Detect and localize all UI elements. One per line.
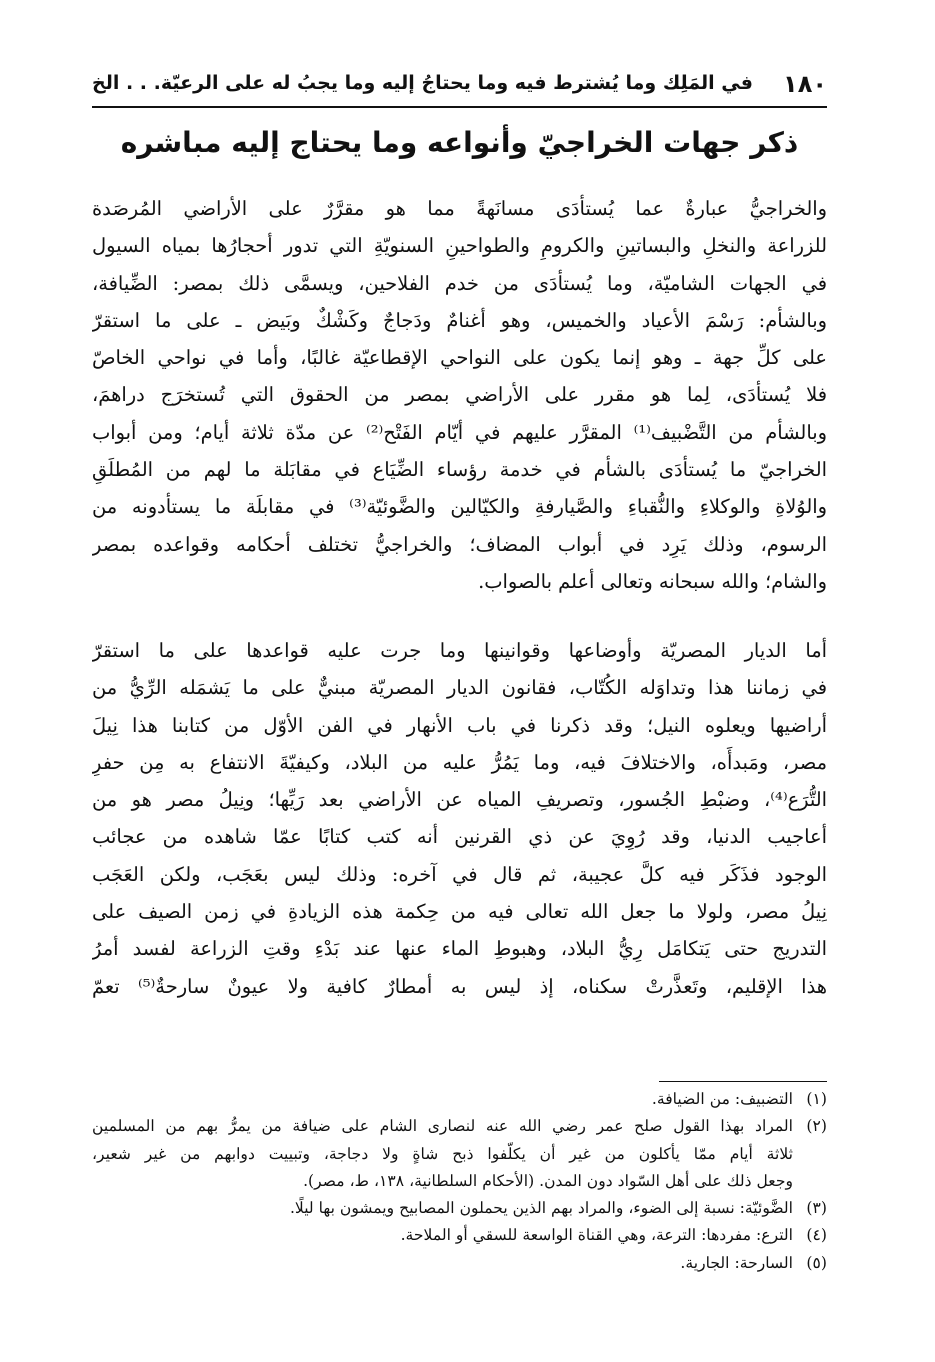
footnotes bbox=[92, 1086, 827, 1277]
paragraph-2 bbox=[92, 632, 827, 1005]
footnote-line: المراد بهذا القول صلح عمر رضي الله عنه لنصارى الشام على ضيافة من يمرُّ بهم من المسلمين bbox=[92, 1117, 793, 1136]
footnote-3 bbox=[92, 1195, 827, 1222]
footnote-line: السارحة: الجارية. bbox=[680, 1253, 793, 1272]
footnote-5 bbox=[92, 1250, 827, 1277]
footnote-number: (٥) bbox=[806, 1253, 827, 1272]
text-line: أعاجيب الدنيا، وقد رُوِيَ عن ذي القرنين أنه كتب كتابًا عمّا شاهده من عجائب bbox=[92, 825, 827, 849]
footnote-rule bbox=[659, 1081, 827, 1082]
text-line: على كلِّ جهة ـ وهو إنما يكون على النواحي الإقطاعيّة غالبًا، وأما في نواحي الخاصّ bbox=[92, 346, 827, 370]
text-line: في الجهات الشاميّة، وما يُستأدَى من خدم الفلاحين، ويسمَّى ذلك بمصر: الضِّيافة، bbox=[92, 271, 827, 295]
text-line: وبالشأم: رَسْمَ الأعياد والخميس، وهو أغنامٌ ودَجاجٌ وكَشْكٌ وبَيض ـ على ما استقرّ bbox=[92, 308, 827, 332]
page-header bbox=[92, 62, 827, 106]
text-line: مصر، ومَبدأَه، والاختلافَ فيه، وما يَمُرُّ عليه من البلاد، وكيفيّةَ الانتفاع به مِن حفرِ bbox=[92, 750, 827, 774]
text-line: الوجود فذَكَر فيه كلَّ عجيبة، ثم قال في آخره: وذلك ليس بعَجَب، ولكن العَجَب bbox=[92, 862, 827, 886]
footnote-1 bbox=[92, 1086, 827, 1113]
text-line: أراضيها ويعلوه النيل؛ وقد ذكرنا في باب الأنهار في الفن الأوّل من كتابنا هذا نِيلَ bbox=[92, 713, 827, 737]
paragraph-1 bbox=[92, 190, 827, 600]
text-line: والشام؛ والله سبحانه وتعالى أعلم بالصواب. bbox=[478, 569, 827, 593]
header-rule bbox=[92, 106, 827, 108]
text-line: هذا الإقليم، وتَعذَّرتْ سكناه، إذ ليس به أمطارٌ كافية ولا عيونٌ سارحةٌ⁽⁵⁾ تعمّ bbox=[92, 974, 827, 998]
text-line: والخراجيُّ عبارةٌ عما يُستأدَى مسانَهةً مما هو مقرَّرٌ على الأراضي المُرصَدة bbox=[92, 197, 827, 220]
page-number: ١٨٠ bbox=[783, 70, 827, 98]
footnote-line: التضبيف: من الضيافة. bbox=[651, 1090, 793, 1108]
footnote-number: (٢) bbox=[806, 1117, 827, 1136]
text-line: التُّرَع⁽⁴⁾، وضبْطِ الجُسور، وتصريفِ المياه عن الأراضي بعد رَيِّها؛ ونِيلُ مصر هو من bbox=[92, 788, 827, 812]
footnote-number: (١) bbox=[806, 1090, 827, 1108]
footnote-number: (٣) bbox=[806, 1199, 827, 1218]
footnote-line: الضَّوئيّة: نسبة إلى الضوء، والمراد بهم الذين يحملون المصابيح ويمشون بها ليلًا. bbox=[289, 1199, 793, 1218]
text-line: نِيلُ مصر، ولولا ما جعل الله تعالى فيه من حِكمة هذه الزيادةِ في زمن الصيف على bbox=[92, 900, 827, 924]
text-line: الرسوم، وذلك يَرِد في أبواب المضاف؛ والخراجيُّ تختلف أحكامه وقواعده بمصر bbox=[92, 532, 827, 556]
footnote-number: (٤) bbox=[806, 1226, 827, 1245]
text-line: أما الديار المصريّة وأوضاعها وقوانينها وما جرت عليه قواعدها على ما استقرّ bbox=[92, 639, 827, 662]
running-title: في المَلِك وما يُشترط فيه وما يحتاجُ إليه وما يجبُ له على الرعيّة. . . الخ bbox=[92, 72, 753, 94]
text-line: للزراعة والنخلِ والبساتينِ والكرومِ والطواحينِ السنويّةِ التي تدور أحجارُها بمياه السيول bbox=[92, 234, 827, 258]
footnote-line: وجعل ذلك على أهل السّواد دون المدن. (الأحكام السلطانية، ١٣٨، ط، مصر). bbox=[303, 1171, 793, 1190]
text-line: والوُلاةِ والوكلاءِ والنُّقباءِ والصَّيارفةِ والكيّالين والضَّوئيّة⁽³⁾ في مقابلَة ما يستأدونه من bbox=[92, 495, 827, 519]
text-line: فلا يُستأدَى، لِما هو مقرر على الأراضي بمصر من الحقوق التي تُستخرَج دراهمَ، bbox=[92, 383, 827, 407]
footnote-2 bbox=[92, 1113, 827, 1195]
text-line: في زماننا هذا وتداوَله الكُتّاب، فقانون الديار المصريّة مبنيٌّ على ما يَشمَله الرِّيُّ من bbox=[92, 676, 827, 700]
text-line: وبالشأم من التَّضْبيف⁽¹⁾ المقرَّر عليهم في أيّام الفَتْح⁽²⁾ عن مدّة ثلاثة أيام؛ ومن أبواب bbox=[92, 420, 827, 444]
footnote-line: ثلاثة أيام ممّا يأكلون من غير أن يكلّفوا ذبح شاةٍ ولا دجاجة، وتبييت دوابهم من غير شعير، bbox=[92, 1144, 793, 1163]
footnote-4 bbox=[92, 1222, 827, 1249]
footnote-line: الترع: مفردها: الترعة، وهي القناة الواسعة للسقي أو الملاحة. bbox=[400, 1226, 793, 1245]
text-line: التدريج حتى يَتكامَل رِيُّ البلاد، وهبوطِ الماء عنها عند بَدْءِ وقتِ الزراعة لفسد أمرُ bbox=[92, 937, 827, 961]
section-title: ذكر جهات الخراجيّ وأنواعه وما يحتاج إليه مباشره bbox=[120, 126, 799, 159]
text-line: الخراجيّ ما يُستأدَى بالشأم في خدمة رؤساء الضِّيَاع في مقابَلة ما لهم من المُطلَقِ bbox=[92, 458, 827, 482]
